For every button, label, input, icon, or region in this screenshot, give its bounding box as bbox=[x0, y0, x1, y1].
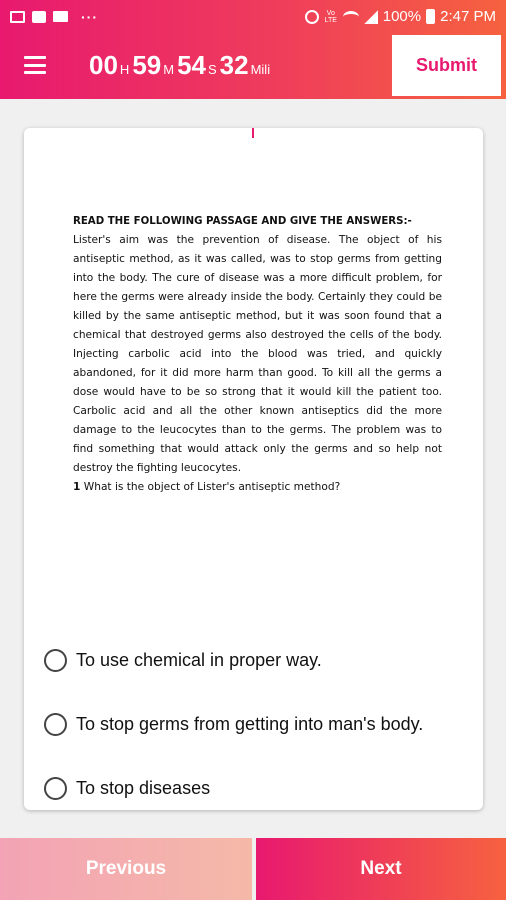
timer-minutes: 59 bbox=[132, 50, 162, 80]
battery-percent: 100% bbox=[382, 8, 422, 25]
radio-button-icon[interactable] bbox=[44, 649, 67, 672]
bottom-navigation bbox=[0, 838, 506, 900]
signal-icon bbox=[364, 10, 378, 24]
timer-seconds: 54 bbox=[177, 50, 206, 80]
question-line bbox=[73, 478, 442, 497]
timer-hours: 00 bbox=[89, 50, 118, 80]
radio-button-icon[interactable] bbox=[44, 713, 67, 736]
previous-button[interactable]: Previous bbox=[0, 838, 252, 900]
option-label: To stop diseases bbox=[76, 777, 211, 798]
option-label: To use chemical in proper way. bbox=[76, 649, 322, 670]
passage-body: Lister's aim was the prevention of disease. The object of his antiseptic method, as it was called, was to stop germs from getting into the body. The cure of disease was a more difficult problem, for here the germs were already inside the body. Certainly they could be killed by the same antiseptic method, but it was soon found that a chemical that destroyed germs also destroyed the cells of the body. Injecting carbolic acid into the blood was tried, and quickly abandoned, for it did more harm than good. To kill all the germs a dose would have to be so strong that it would kill the patient too. Carbolic acid and all the other known antiseptics did the more damage to the leucocytes than to the germs. The problem was to find something that would attack only the germs and so help not destroy the fighting leucocytes. bbox=[73, 234, 442, 474]
timer-milli: 32 bbox=[219, 50, 249, 80]
timer-minutes-unit: M bbox=[163, 62, 175, 77]
submit-button[interactable]: Submit bbox=[392, 35, 501, 96]
answer-option-1[interactable] bbox=[44, 628, 484, 692]
status-right bbox=[305, 8, 506, 25]
question-card bbox=[24, 128, 483, 810]
timer-hours-unit: H bbox=[119, 62, 130, 77]
battery-icon bbox=[426, 9, 435, 24]
countdown-timer bbox=[89, 50, 273, 81]
timer-milli-unit: Mili bbox=[250, 62, 271, 77]
status-left bbox=[0, 9, 98, 25]
image-icon bbox=[10, 11, 25, 23]
answer-option-3[interactable] bbox=[44, 756, 484, 820]
volte-icon: Vo LTE bbox=[324, 9, 337, 24]
radio-button-icon[interactable] bbox=[44, 777, 67, 800]
app-topbar bbox=[0, 0, 506, 99]
alarm-icon bbox=[305, 10, 319, 24]
question-text: What is the object of Lister's antiseptic method? bbox=[83, 481, 341, 493]
timer-seconds-unit: S bbox=[208, 62, 217, 77]
status-bar bbox=[0, 0, 506, 33]
hamburger-menu-icon[interactable] bbox=[24, 56, 46, 74]
scroll-indicator bbox=[252, 128, 254, 138]
mail-icon bbox=[53, 11, 68, 22]
answer-options bbox=[44, 628, 484, 820]
option-label: To stop germs from getting into man's body. bbox=[76, 713, 424, 734]
more-notifications-indicator: ··· bbox=[81, 8, 98, 25]
answer-option-2[interactable] bbox=[44, 692, 484, 756]
test-header bbox=[0, 33, 506, 99]
wifi-icon bbox=[343, 11, 359, 23]
question-number: 1 bbox=[73, 481, 81, 493]
clock: 2:47 PM bbox=[440, 8, 496, 25]
next-button[interactable]: Next bbox=[256, 838, 506, 900]
chat-icon bbox=[32, 11, 46, 23]
question-passage bbox=[73, 212, 442, 497]
passage-heading: READ THE FOLLOWING PASSAGE AND GIVE THE ANSWERS:- bbox=[73, 216, 412, 227]
